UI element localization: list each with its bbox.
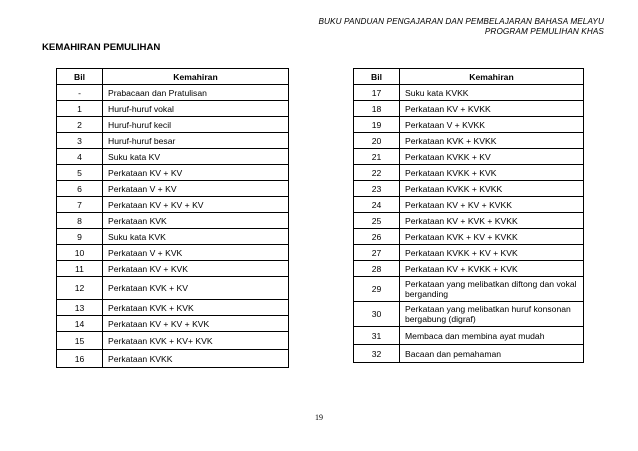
table-row [354, 213, 584, 229]
row-skill: Suku kata KV [103, 149, 289, 165]
table-row [57, 165, 289, 181]
table-row [354, 327, 584, 345]
table-row [57, 117, 289, 133]
row-bil: 2 [57, 117, 103, 133]
table-row [354, 277, 584, 302]
row-bil: 16 [57, 350, 103, 368]
table-row [57, 149, 289, 165]
row-skill: Perkataan KVK + KVK [103, 300, 289, 316]
column-header-kemahiran: Kemahiran [400, 69, 584, 85]
table-row [354, 302, 584, 327]
table-row [57, 133, 289, 149]
table-row [354, 149, 584, 165]
table-row [57, 300, 289, 316]
table-row [57, 197, 289, 213]
table-row [354, 117, 584, 133]
row-skill: Perkataan KVK + KV [103, 277, 289, 300]
table-row [354, 197, 584, 213]
row-bil: 26 [354, 229, 400, 245]
table-header-row [57, 69, 289, 85]
row-bil: 6 [57, 181, 103, 197]
row-bil: 13 [57, 300, 103, 316]
table-row [57, 261, 289, 277]
column-header-bil: Bil [57, 69, 103, 85]
row-skill: Suku kata KVKK [400, 85, 584, 101]
table-row [354, 85, 584, 101]
row-bil: 31 [354, 327, 400, 345]
row-skill: Perkataan KV + KVKK [400, 101, 584, 117]
row-bil: 32 [354, 345, 400, 363]
row-skill: Perkataan KVKK + KVK [400, 165, 584, 181]
table-row [354, 245, 584, 261]
table-row [57, 213, 289, 229]
row-skill: Perkataan KVK + KV+ KVK [103, 332, 289, 350]
column-header-kemahiran: Kemahiran [103, 69, 289, 85]
row-bil: 22 [354, 165, 400, 181]
row-skill: Bacaan dan pemahaman [400, 345, 584, 363]
table-row [354, 165, 584, 181]
row-bil: 19 [354, 117, 400, 133]
row-skill: Perkataan V + KVKK [400, 117, 584, 133]
table-row [354, 261, 584, 277]
skills-table-left [56, 68, 289, 368]
row-bil: 8 [57, 213, 103, 229]
table-row [57, 316, 289, 332]
row-bil: 1 [57, 101, 103, 117]
row-bil: 11 [57, 261, 103, 277]
table-header-row [354, 69, 584, 85]
row-bil: - [57, 85, 103, 101]
row-skill: Membaca dan membina ayat mudah [400, 327, 584, 345]
table-row [354, 181, 584, 197]
row-bil: 24 [354, 197, 400, 213]
row-skill: Perkataan KVKK + KVKK [400, 181, 584, 197]
table-row [57, 181, 289, 197]
row-skill: Perkataan KVK [103, 213, 289, 229]
document-header [274, 17, 604, 37]
row-skill: Prabacaan dan Pratulisan [103, 85, 289, 101]
skills-table-right [353, 68, 584, 363]
row-bil: 21 [354, 149, 400, 165]
row-skill: Perkataan V + KV [103, 181, 289, 197]
table-row [354, 229, 584, 245]
row-bil: 18 [354, 101, 400, 117]
row-skill: Perkataan KV + KVK [103, 261, 289, 277]
row-skill: Perkataan KV + KVK + KVKK [400, 213, 584, 229]
table-row [57, 245, 289, 261]
row-skill: Perkataan KV + KV + KVKK [400, 197, 584, 213]
row-skill: Perkataan yang melibatkan huruf konsonan bergabung (digraf) [400, 302, 584, 327]
row-skill: Huruf-huruf besar [103, 133, 289, 149]
table-row [354, 133, 584, 149]
row-bil: 25 [354, 213, 400, 229]
row-bil: 28 [354, 261, 400, 277]
row-bil: 17 [354, 85, 400, 101]
row-bil: 5 [57, 165, 103, 181]
page-number: 19 [315, 413, 323, 422]
row-bil: 20 [354, 133, 400, 149]
row-bil: 23 [354, 181, 400, 197]
table-row [57, 350, 289, 368]
header-line-2: PROGRAM PEMULIHAN KHAS [484, 27, 604, 36]
row-bil: 30 [354, 302, 400, 327]
row-bil: 7 [57, 197, 103, 213]
table-row [57, 85, 289, 101]
table-row [354, 101, 584, 117]
row-skill: Perkataan KVK + KVKK [400, 133, 584, 149]
row-skill: Huruf-huruf kecil [103, 117, 289, 133]
row-skill: Perkataan KVKK [103, 350, 289, 368]
section-title: KEMAHIRAN PEMULIHAN [42, 42, 161, 53]
row-bil: 4 [57, 149, 103, 165]
row-skill: Huruf-huruf vokal [103, 101, 289, 117]
table-row [57, 229, 289, 245]
table-row [354, 345, 584, 363]
row-bil: 10 [57, 245, 103, 261]
row-skill: Perkataan KVK + KV + KVKK [400, 229, 584, 245]
header-line-1: BUKU PANDUAN PENGAJARAN DAN PEMBELAJARAN BAHASA MELAYU [318, 17, 604, 26]
row-skill: Perkataan KV + KVKK + KVK [400, 261, 584, 277]
row-bil: 12 [57, 277, 103, 300]
row-bil: 27 [354, 245, 400, 261]
row-skill: Perkataan KVKK + KV [400, 149, 584, 165]
row-bil: 3 [57, 133, 103, 149]
row-skill: Perkataan KV + KV [103, 165, 289, 181]
row-skill: Perkataan V + KVK [103, 245, 289, 261]
table-row [57, 277, 289, 300]
column-header-bil: Bil [354, 69, 400, 85]
row-bil: 29 [354, 277, 400, 302]
row-skill: Perkataan KV + KV + KV [103, 197, 289, 213]
row-bil: 14 [57, 316, 103, 332]
row-skill: Perkataan KVKK + KV + KVK [400, 245, 584, 261]
row-skill: Perkataan KV + KV + KVK [103, 316, 289, 332]
row-skill: Suku kata KVK [103, 229, 289, 245]
row-bil: 9 [57, 229, 103, 245]
table-row [57, 332, 289, 350]
row-skill: Perkataan yang melibatkan diftong dan vokal berganding [400, 277, 584, 302]
row-bil: 15 [57, 332, 103, 350]
table-row [57, 101, 289, 117]
